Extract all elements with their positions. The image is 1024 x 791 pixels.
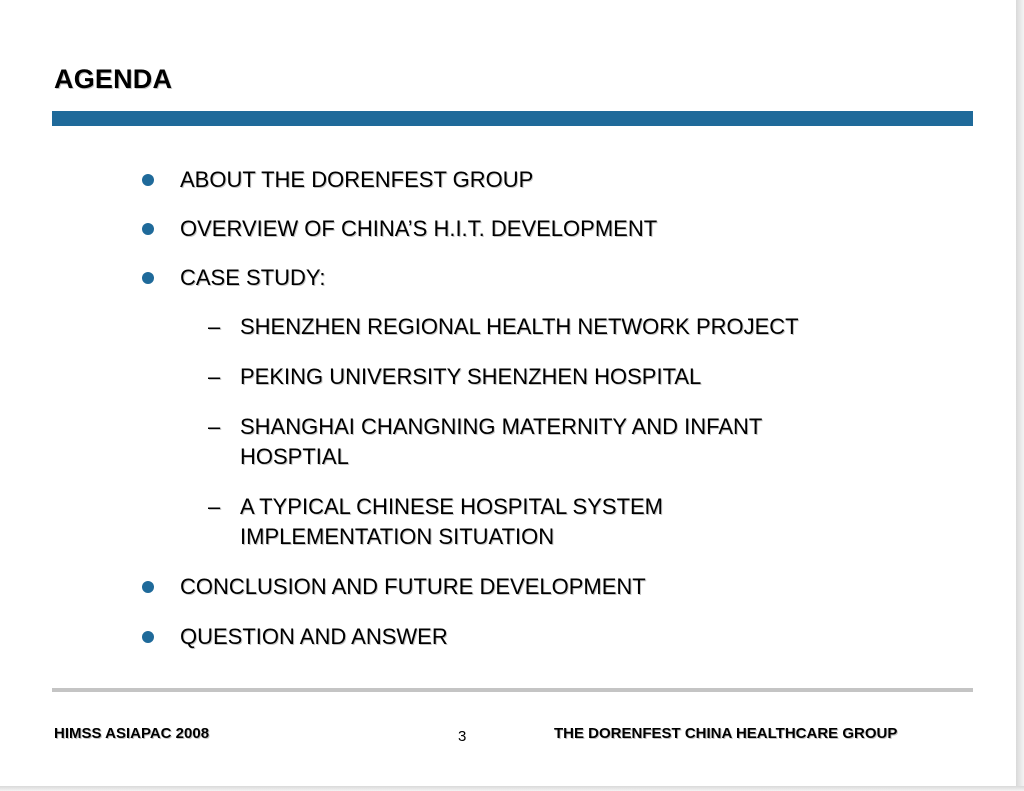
- dash-marker: –: [208, 314, 221, 339]
- agenda-item-text: QUESTION AND ANSWER: [180, 624, 448, 649]
- bullet-dot-icon: [142, 631, 154, 643]
- footer-divider: [52, 688, 973, 692]
- dash-marker: –: [208, 364, 221, 389]
- agenda-item: [180, 572, 646, 602]
- agenda-subitem: [208, 412, 763, 472]
- agenda-item: [180, 214, 657, 244]
- bullet-dot-icon: [142, 581, 154, 593]
- dash-marker: –: [208, 414, 221, 439]
- footer-company-name: THE DORENFEST CHINA HEALTHCARE GROUP: [554, 725, 898, 742]
- agenda-subitem: [208, 312, 799, 342]
- bullet-dot-icon: [142, 223, 154, 235]
- dash-marker: –: [208, 494, 221, 519]
- agenda-item-text: SHANGHAI CHANGNING MATERNITY AND INFANT: [240, 414, 763, 439]
- slide-edge-shadow-bottom: [0, 786, 1024, 791]
- agenda-item: [180, 263, 325, 293]
- footer-event-name: HIMSS ASIAPAC 2008: [54, 725, 210, 742]
- agenda-item-text: SHENZHEN REGIONAL HEALTH NETWORK PROJECT: [240, 314, 799, 339]
- agenda-item-text: PEKING UNIVERSITY SHENZHEN HOSPITAL: [240, 364, 702, 389]
- agenda-item: [180, 622, 448, 652]
- agenda-subitem: [208, 362, 702, 392]
- agenda-item-text: OVERVIEW OF CHINA’S H.I.T. DEVELOPMENT: [180, 216, 658, 241]
- bullet-dot-icon: [142, 272, 154, 284]
- slide-title: AGENDA: [54, 64, 173, 94]
- agenda-item-text: IMPLEMENTATION SITUATION: [240, 524, 555, 549]
- agenda-item: [180, 165, 533, 195]
- agenda-subitem: [208, 492, 664, 552]
- agenda-item-text: CASE STUDY:: [180, 265, 326, 290]
- bullet-dot-icon: [142, 174, 154, 186]
- agenda-item-text: A TYPICAL CHINESE HOSPITAL SYSTEM: [240, 494, 664, 519]
- agenda-item-text: ABOUT THE DORENFEST GROUP: [180, 167, 534, 192]
- page-number: 3: [458, 728, 467, 745]
- agenda-item-text: CONCLUSION AND FUTURE DEVELOPMENT: [180, 574, 646, 599]
- slide-edge-shadow: [1016, 0, 1024, 791]
- agenda-item-text: HOSPTIAL: [240, 444, 349, 469]
